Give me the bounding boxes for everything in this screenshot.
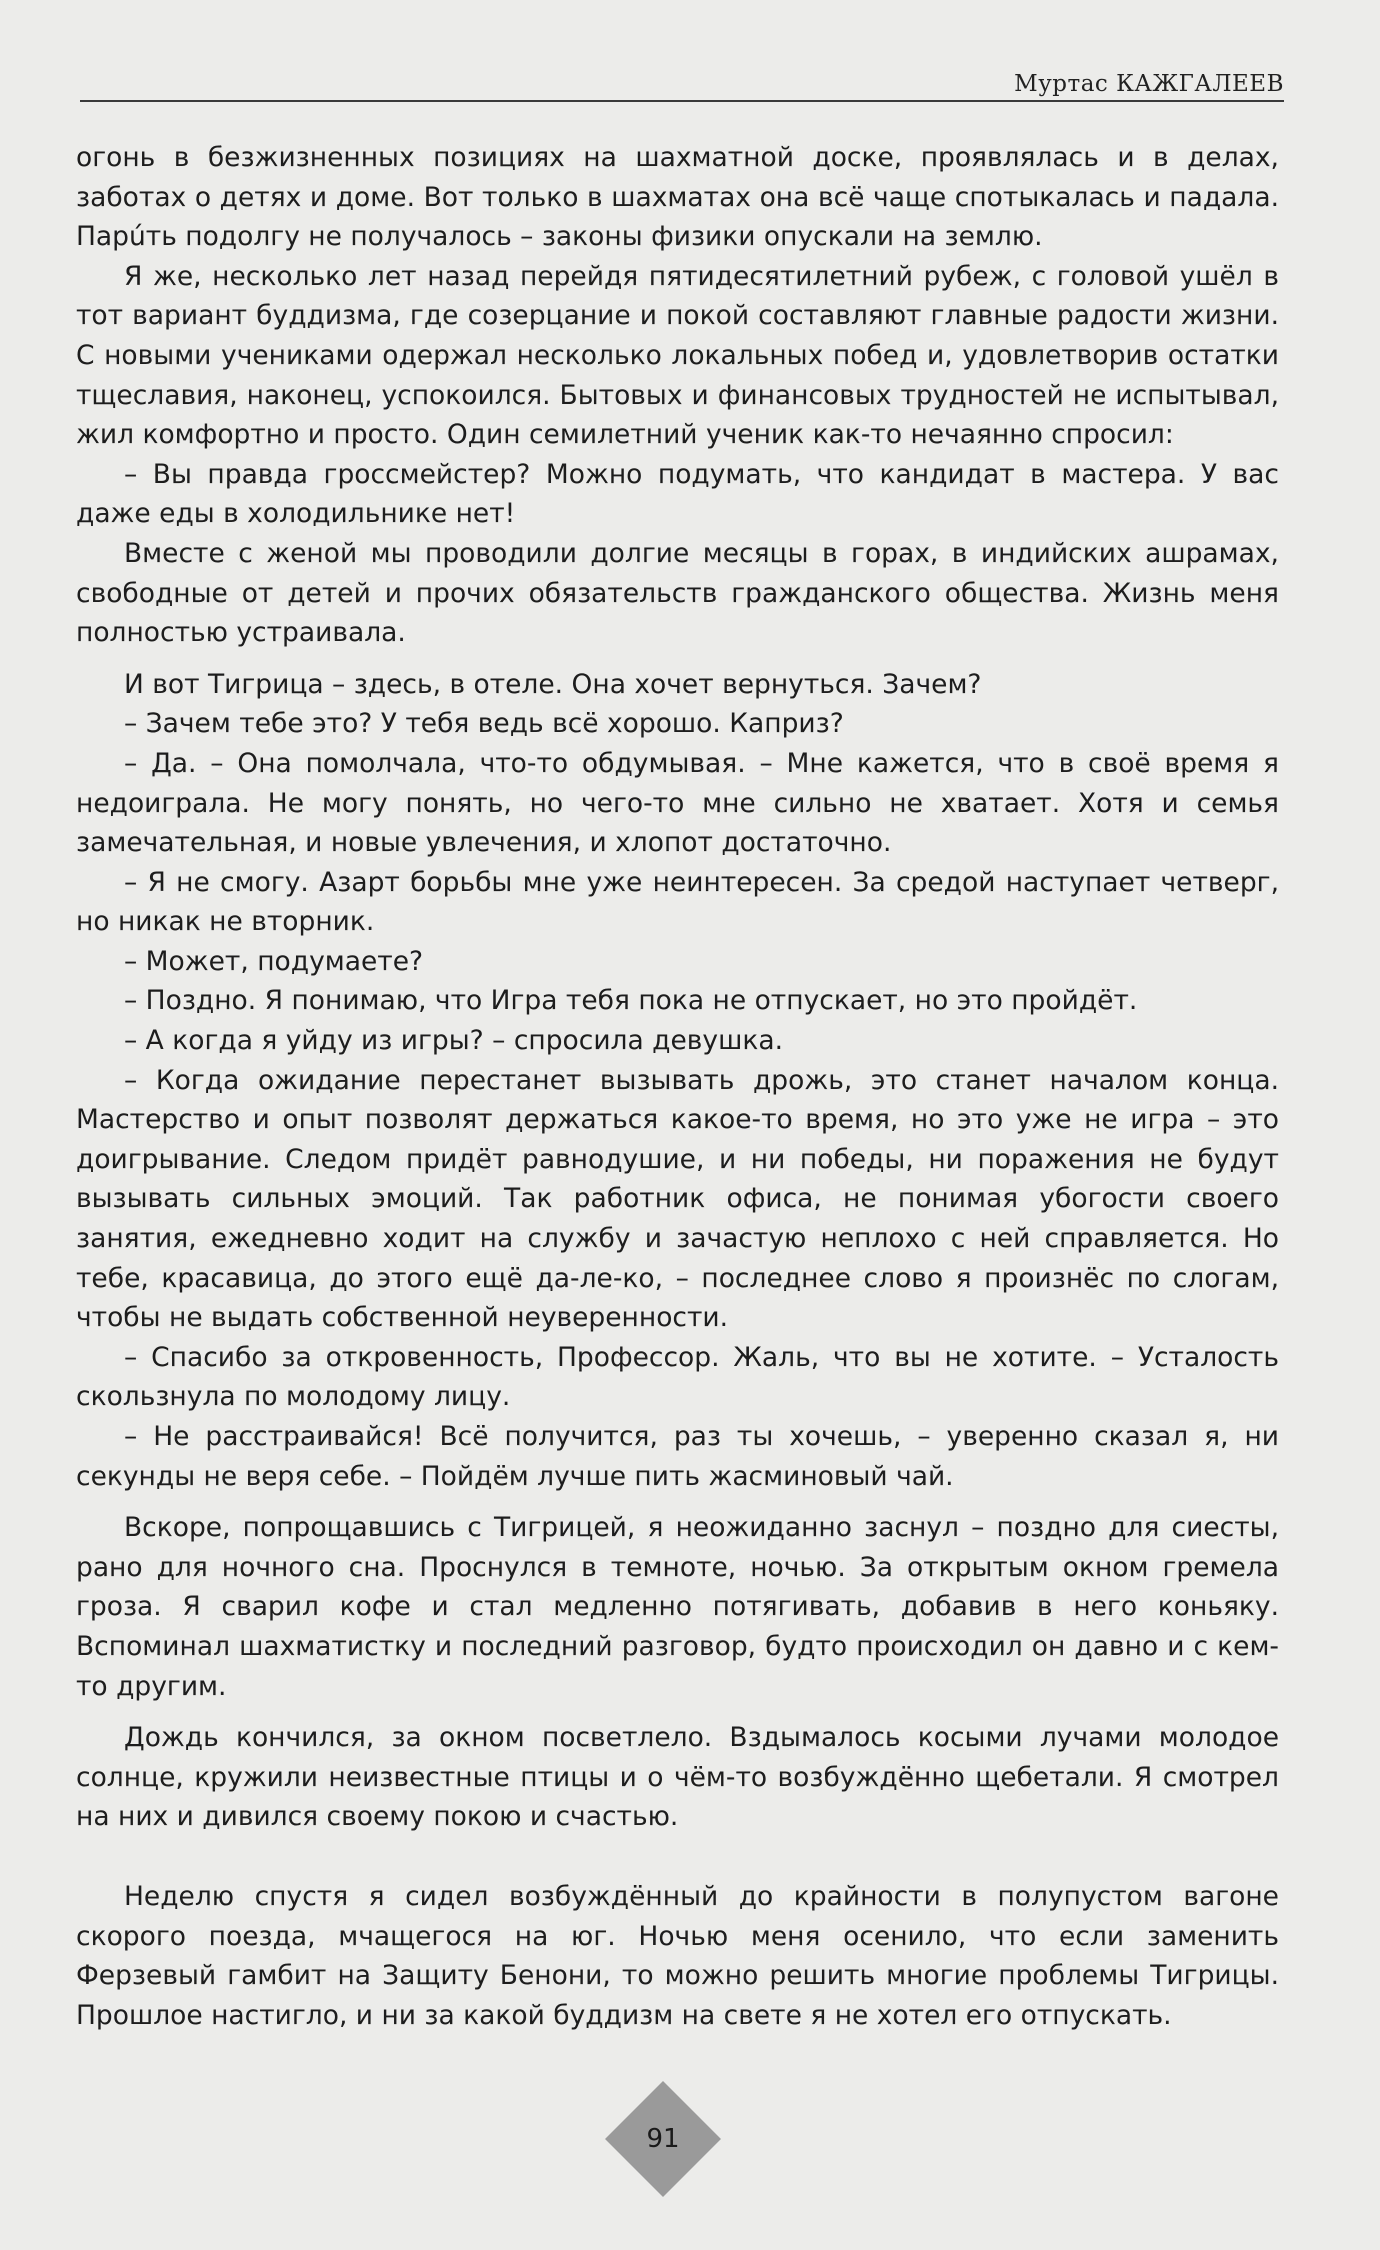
dialogue-line: – Спасибо за откровенность, Профессор. Жаль, что вы не хотите. – Усталость скользнула по молодому лицу. (76, 1341, 1279, 1413)
dialogue-line: – Не расстраивайся! Всё получится, раз ты хочешь, – уверенно сказал я, ни секунды не веря себе. – Пойдём лучше пить жасминовый чай. (76, 1421, 1279, 1492)
paragraph-gap (76, 653, 1279, 665)
paragraph: Я же, несколько лет назад перейдя пятидесятилетний рубеж, с головой ушёл в тот вариант буддизма, где созерцание и покой составляют главные радости жизни. С новыми учениками одержал несколько локальных побед и, удовлетворив остатки тщеславия, наконец, успокоился. Бытовых и финансовых трудностей не испытывал, жил комфортно и просто. Один семилетний ученик как-то нечаянно спросил: (76, 260, 1279, 451)
running-header (80, 68, 1284, 102)
section-break (76, 1837, 1279, 1877)
page-number: 91 (646, 2124, 680, 2154)
body-text (76, 138, 1279, 2035)
dialogue-line: – А когда я уйду из игры? – спросила девушка. (124, 1025, 784, 1057)
paragraph: Вскоре, попрощавшись с Тигрицей, я неожиданно заснул – поздно для сиесты, рано для ночного сна. Проснулся в темноте, ночью. За открытым окном гремела гроза. Я сварил кофе и стал медленно потягивать, добавив в него коньяку. Вспоминал шахматистку и последний разговор, будто происходил он давно и с кем-то другим. (76, 1512, 1279, 1702)
paragraph: Неделю спустя я сидел возбуждённый до крайности в полупустом вагоне скорого поезда, мчащегося на юг. Ночью меня осенило, что если заменить Ферзевый гамбит на Защиту Бенони, то можно решить многие проблемы Тигрицы. Прошлое настигло, и ни за какой буддизм на свете я не хотел его отпускать. (76, 1880, 1279, 2031)
paragraph: Вместе с женой мы проводили долгие месяцы в горах, в индийских ашрамах, свободные от детей и прочих обязательств гражданского общества. Жизнь меня полностью устраивала. (76, 537, 1279, 649)
author-name: Муртас КАЖГАЛЕЕВ (1014, 71, 1284, 97)
dialogue-line: – Я не смогу. Азарт борьбы мне уже неинтересен. За средой наступает четверг, но никак не вторник. (76, 866, 1279, 938)
dialogue-line: – Вы правда гроссмейстер? Можно подумать, что кандидат в мастера. У вас даже еды в холодильнике нет! (76, 458, 1279, 530)
paragraph: И вот Тигрица – здесь, в отеле. Она хочет вернуться. Зачем? (124, 668, 982, 700)
dialogue-line: – Да. – Она помолчала, что-то обдумывая. – Мне кажется, что в своё время я недоиграла. Не могу понять, но чего-то мне сильно не хватает. Хотя и семья замечательная, и новые увлечения, и хлопот достаточно. (76, 747, 1279, 859)
paragraph: огонь в безжизненных позициях на шахматной доске, проявлялась и в делах, заботах о детях и доме. Вот только в шахматах она всё чаще спотыкалась и падала. Парúть подолгу не получалось – законы физики опускали на землю. (76, 142, 1279, 253)
dialogue-line: – Зачем тебе это? У тебя ведь всё хорошо. Каприз? (124, 708, 844, 740)
dialogue-line: – Когда ожидание перестанет вызывать дрожь, это станет началом конца. Мастерство и опыт позволят держаться какое-то время, но это уже не игра – это доигрывание. Следом придёт равнодушие, и ни победы, ни поражения не будут вызывать сильных эмоций. Так работник офиса, не понимая убогости своего занятия, ежедневно ходит на службу и зачастую неплохо с ней справляется. Но тебе, красавица, до этого ещё да-ле-ко, – последнее слово я произнёс по слогам, чтобы не выдать собственной неуверенности. (76, 1064, 1279, 1334)
dialogue-line: – Поздно. Я понимаю, что Игра тебя пока не отпускает, но это пройдёт. (124, 985, 1138, 1017)
paragraph-gap (76, 1706, 1279, 1718)
paragraph-gap (76, 1496, 1279, 1508)
paragraph: Дождь кончился, за окном посветлело. Вздымалось косыми лучами молодое солнце, кружили неизвестные птицы и о чём-то возбуждённо щебетали. Я смотрел на них и дивился своему покою и счастью. (76, 1722, 1279, 1833)
dialogue-line: – Может, подумаете? (124, 945, 424, 977)
